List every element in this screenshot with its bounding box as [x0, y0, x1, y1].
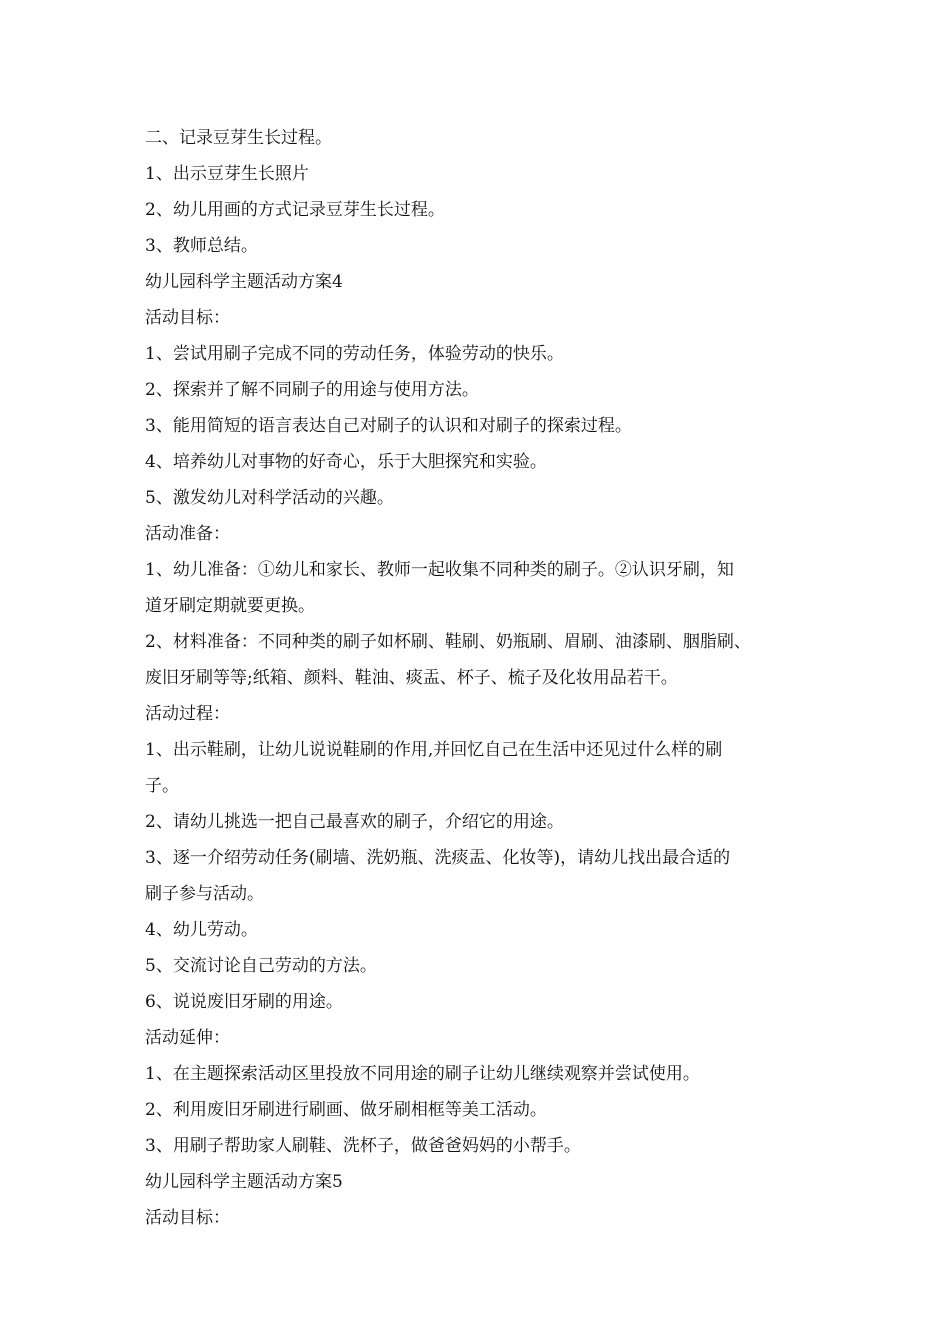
text-line: 2、幼儿用画的方式记录豆芽生长过程。	[145, 200, 445, 220]
text-line: 4、培养幼儿对事物的好奇心，乐于大胆探究和实验。	[145, 452, 547, 472]
text-line: 2、材料准备：不同种类的刷子如杯刷、鞋刷、奶瓶刷、眉刷、油漆刷、胭脂刷、	[145, 632, 751, 652]
text-line: 3、用刷子帮助家人刷鞋、洗杯子，做爸爸妈妈的小帮手。	[145, 1136, 581, 1156]
text-line: 6、说说废旧牙刷的用途。	[145, 992, 343, 1012]
text-line: 道牙刷定期就要更换。	[145, 596, 315, 616]
section-heading: 二、记录豆芽生长过程。	[145, 128, 332, 148]
section-heading: 活动过程：	[145, 704, 230, 724]
text-line: 1、出示鞋刷，让幼儿说说鞋刷的作用,并回忆自己在生活中还见过什么样的刷	[145, 740, 723, 760]
section-heading: 活动目标：	[145, 308, 230, 328]
text-line: 4、幼儿劳动。	[145, 920, 258, 940]
text-line: 1、尝试用刷子完成不同的劳动任务，体验劳动的快乐。	[145, 344, 564, 364]
text-line: 3、教师总结。	[145, 236, 258, 256]
text-line: 5、激发幼儿对科学活动的兴趣。	[145, 488, 394, 508]
section-heading: 活动延伸：	[145, 1028, 230, 1048]
plan-title: 幼儿园科学主题活动方案4	[145, 272, 343, 292]
text-line: 2、利用废旧牙刷进行刷画、做牙刷相框等美工活动。	[145, 1100, 547, 1120]
plan-title: 幼儿园科学主题活动方案5	[145, 1172, 343, 1192]
document-body	[145, 120, 835, 1236]
text-line: 3、逐一介绍劳动任务(刷墙、洗奶瓶、洗痰盂、化妆等)，请幼儿找出最合适的	[145, 848, 731, 868]
text-line: 1、在主题探索活动区里投放不同用途的刷子让幼儿继续观察并尝试使用。	[145, 1064, 700, 1084]
text-line: 废旧牙刷等等;纸箱、颜料、鞋油、痰盂、杯子、梳子及化妆用品若干。	[145, 668, 678, 688]
text-line: 3、能用简短的语言表达自己对刷子的认识和对刷子的探索过程。	[145, 416, 632, 436]
text-line: 2、探索并了解不同刷子的用途与使用方法。	[145, 380, 479, 400]
section-heading: 活动目标：	[145, 1208, 230, 1228]
text-line: 子。	[145, 776, 179, 796]
text-line: 1、幼儿准备：①幼儿和家长、教师一起收集不同种类的刷子。②认识牙刷，知	[145, 560, 734, 580]
text-line: 刷子参与活动。	[145, 884, 264, 904]
text-line: 1、出示豆芽生长照片	[145, 164, 309, 184]
text-line: 5、交流讨论自己劳动的方法。	[145, 956, 377, 976]
section-heading: 活动准备：	[145, 524, 230, 544]
text-line: 2、请幼儿挑选一把自己最喜欢的刷子，介绍它的用途。	[145, 812, 564, 832]
